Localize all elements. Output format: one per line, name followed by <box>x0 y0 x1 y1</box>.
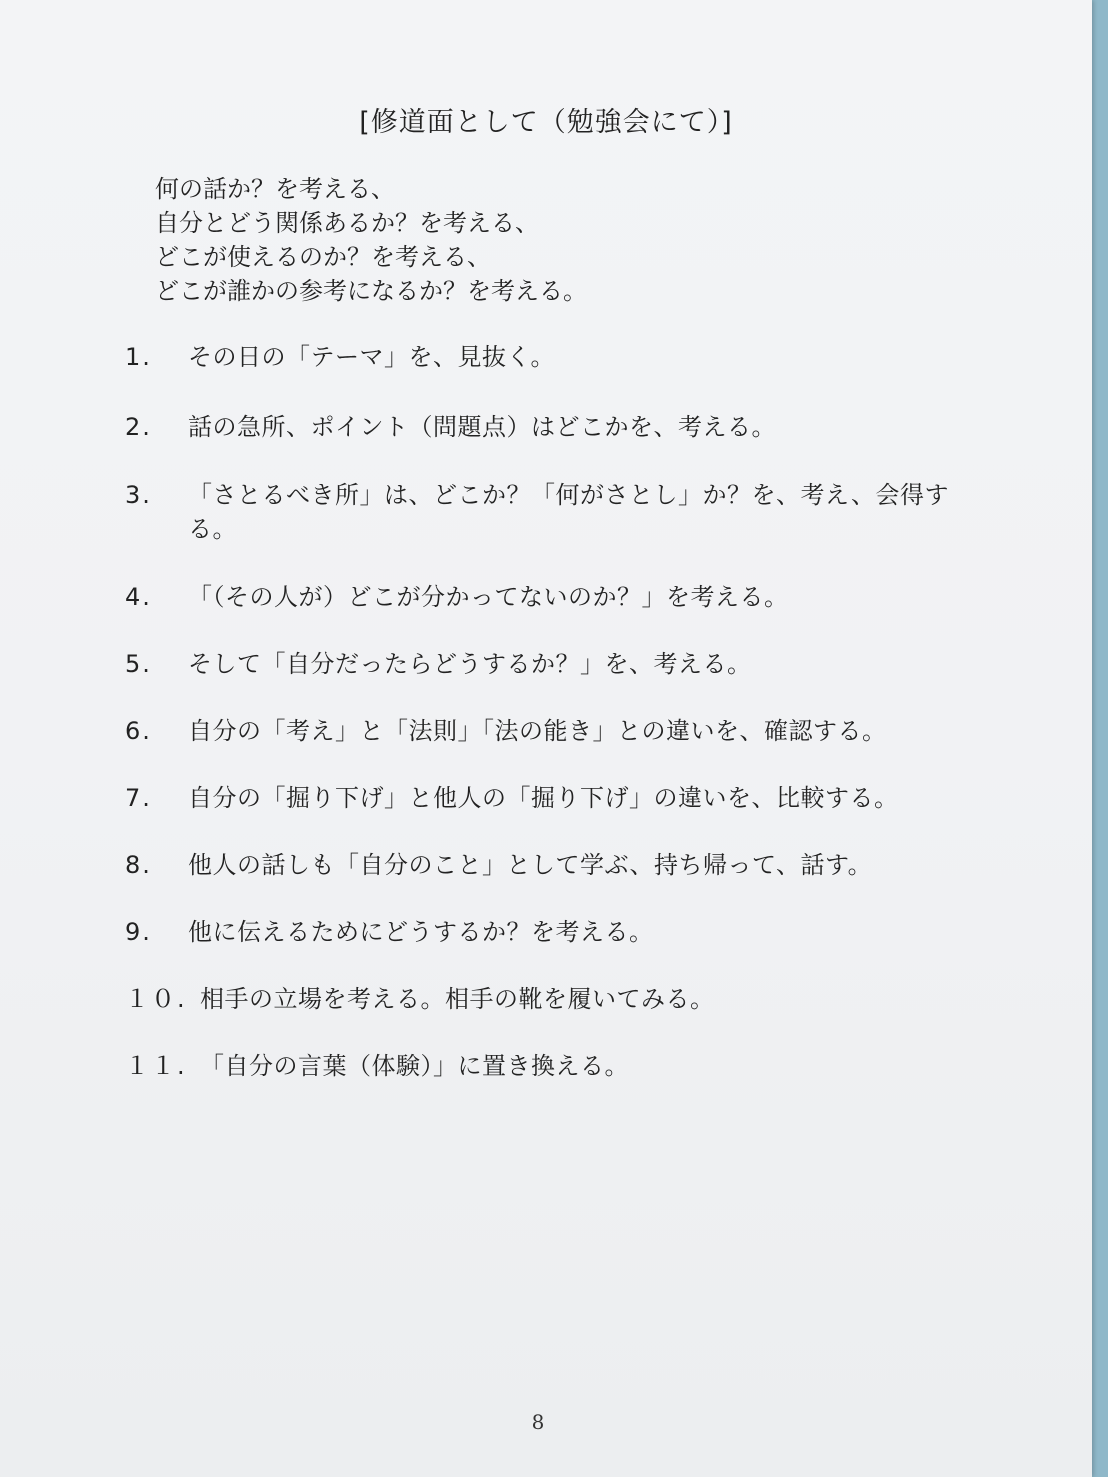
item-text: 「さとるべき所」は、どこか？「何がさとし」か？を、考え、会得する。 <box>188 481 949 543</box>
item-number: 6. <box>125 717 152 745</box>
item-text: 話の急所、ポイント（問題点）はどこかを、考える。 <box>188 413 776 441</box>
intro-line: 自分とどう関係あるか？を考える、 <box>155 209 539 237</box>
intro-line: どこが誰かの参考になるか？を考える。 <box>155 277 587 305</box>
item-number: 7. <box>125 784 152 812</box>
item-text: そして「自分だったらどうするか？」を、考える。 <box>188 650 752 678</box>
item-number: 3. <box>125 481 152 509</box>
item-number: １０. <box>125 985 187 1013</box>
item-number: 2. <box>125 413 152 441</box>
item-text: 相手の立場を考える。相手の靴を履いてみる。 <box>200 985 715 1013</box>
intro-line: どこが使えるのか？を考える、 <box>155 243 491 271</box>
item-text: 他人の話しも「自分のこと」として学ぶ、持ち帰って、話す。 <box>188 851 873 879</box>
item-text: 自分の「掘り下げ」と他人の「掘り下げ」の違いを、比較する。 <box>188 784 899 812</box>
item-number: 5. <box>125 650 152 678</box>
item-text: 他に伝えるためにどうするか？を考える。 <box>188 918 654 946</box>
item-text: 「（その人が）どこが分かってないのか？」を考える。 <box>188 583 789 611</box>
item-text: その日の「テーマ」を、見抜く。 <box>188 343 556 371</box>
item-number: １１. <box>125 1052 187 1080</box>
intro-block <box>155 172 587 308</box>
intro-line: 何の話か？を考える、 <box>155 175 395 203</box>
item-number: 4. <box>125 583 152 611</box>
item-number: 1. <box>125 343 152 371</box>
item-number: 8. <box>125 851 152 879</box>
page-number: 8 <box>531 1410 545 1434</box>
item-number: 9. <box>125 918 152 946</box>
item-text: 自分の「考え」と「法則」「法の能き」との違いを、確認する。 <box>188 717 887 745</box>
page-title: [修道面として（勉強会にて）] <box>359 107 733 138</box>
item-text: 「自分の言葉（体験）」に置き換える。 <box>200 1052 629 1080</box>
